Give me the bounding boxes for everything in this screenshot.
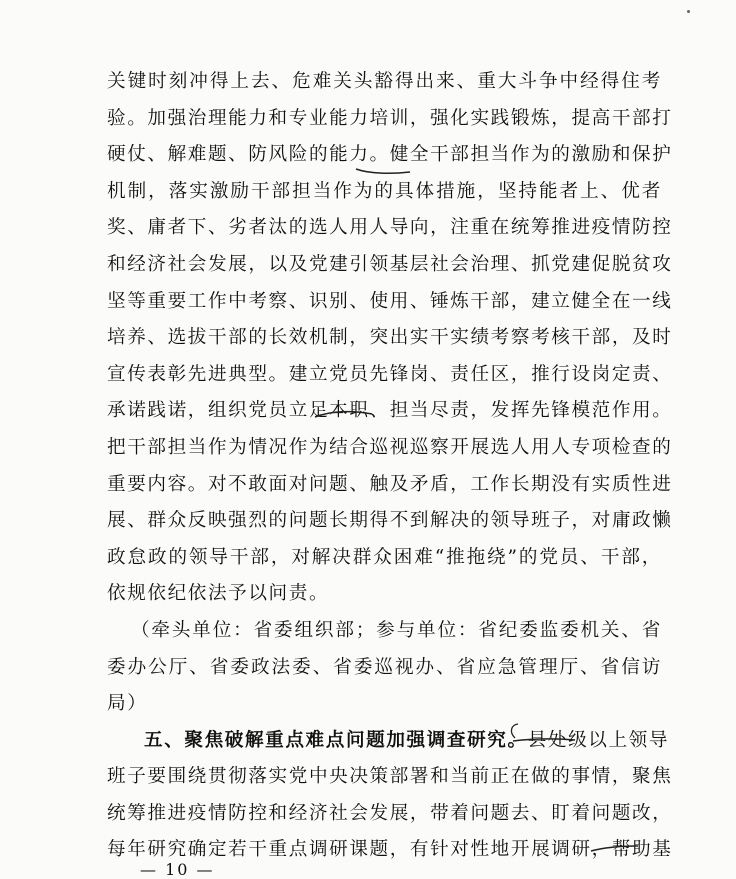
- text-line: 关键时刻冲得上去、危难关头豁得出来、重大斗争中经得住考: [107, 71, 662, 92]
- page-number: — 10 —: [140, 860, 215, 879]
- text-line: 承诺践诺，组织党员立足本职、担当尽责，发挥先锋模范作用。: [107, 400, 673, 422]
- text-line: 机制，落实激励干部担当作为的具体措施，坚持能者上、优者: [107, 180, 662, 202]
- text-line: 每年研究确定若干重点调研课题，有针对性地开展调研，帮助基: [107, 839, 673, 861]
- section-heading-rest: 县处级以上领导: [527, 729, 670, 751]
- text-line: 班子要围绕贯彻落实党中央决策部署和当前正在做的事情，聚焦: [107, 766, 673, 788]
- text-line: 政怠政的领导干部，对解决群众困难“推拖绕”的党员、干部，: [107, 546, 662, 568]
- section-heading-line: [107, 723, 670, 760]
- text-line: 依规依纪依法予以问责。: [107, 583, 330, 605]
- text-line: 宣传表彰先进典型。建立党员先锋岗、责任区，推行设岗定责、: [107, 363, 673, 385]
- text-line: 重要内容。对不敢面对问题、触及矛盾，工作长期没有实质性进: [107, 473, 673, 495]
- lead-unit-note-line: 局）: [107, 693, 148, 715]
- lead-unit-note-line: 委办公厅、省委政法委、省委巡视办、省应急管理厅、省信访: [107, 656, 662, 678]
- section-heading: 五、聚焦破解重点难点问题加强调查研究。: [144, 729, 528, 751]
- text-line: 硬仗、解难题、防风险的能力。健全干部担当作为的激励和保护: [107, 144, 673, 166]
- body-text: [107, 64, 673, 869]
- text-line: 和经济社会发展，以及党建引领基层社会治理、抓党建促脱贫攻: [107, 253, 673, 275]
- text-line: 奖、庸者下、劣者汰的选人用人导向，注重在统筹推进疫情防控: [107, 217, 673, 239]
- text-line: 培养、选拔干部的长效机制，突出实干实绩考察考核干部，及时: [107, 327, 673, 349]
- text-line: 统筹推进疫情防控和经济社会发展，带着问题去、盯着问题改，: [107, 802, 673, 824]
- text-line: 把干部担当作为情况作为结合巡视巡察开展选人用人专项检查的: [107, 436, 673, 458]
- text-line: 坚等重要工作中考察、识别、使用、锤炼干部，建立健全在一线: [107, 290, 673, 312]
- text-line: 验。加强治理能力和专业能力培训，强化实践锻炼，提高干部打: [107, 107, 673, 129]
- lead-unit-note-line: （牵头单位：省委组织部；参与单位：省纪委监委机关、省: [131, 619, 662, 641]
- text-line: 展、群众反映强烈的问题长期得不到解决的领导班子，对庸政懒: [107, 510, 673, 532]
- scan-speck: [687, 10, 690, 13]
